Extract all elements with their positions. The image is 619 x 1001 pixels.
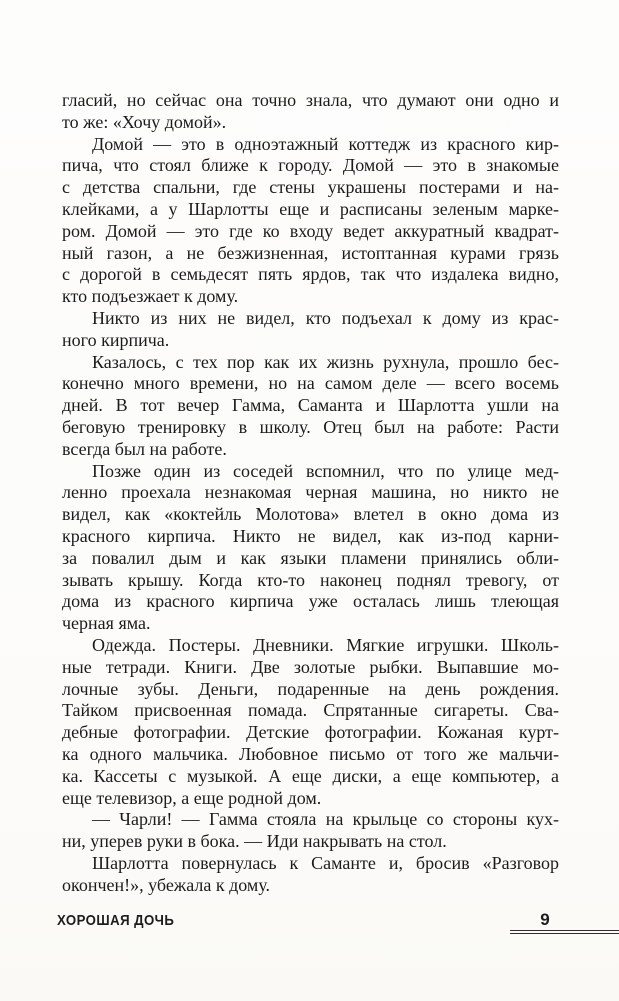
text-line: Позже один из соседей вспомнил, что по улице мед- [92, 460, 559, 481]
text-line: с дорогой в семьдесят пять ярдов, так что издалека видно, [62, 264, 559, 285]
text-line: ни, уперев руки в бока. — Иди накрывать на стол. [62, 831, 447, 852]
text-line: ром. Домой — это где ко входу ведет аккуратный квадрат- [62, 220, 559, 241]
text-line: беговую тренировку в школу. Отец был на работе: Расти [62, 416, 559, 437]
text-line: дебные фотографии. Детские фотографии. Кожаная курт- [62, 722, 559, 743]
text-line: ный газон, а не безжизненная, истоптанная курами грязь [62, 242, 559, 263]
text-line: Казалось, с тех пор как их жизнь рухнула, прошло бес- [92, 351, 559, 372]
text-line: ные тетради. Книги. Две золотые рыбки. Выпавшие мо- [62, 656, 559, 677]
text-line: кто подъезжает к дому. [62, 286, 239, 307]
text-line: лочные зубы. Деньги, подаренные на день рождения. [62, 678, 559, 699]
text-line: Домой — это в одноэтажный коттедж из красного кир- [92, 133, 559, 154]
text-line: пича, что стоял ближе к городу. Домой — это в знакомые [62, 155, 559, 176]
text-line: гласий, но сейчас она точно знала, что думают они одно и [62, 90, 559, 110]
text-line: Никто из них не видел, кто подъехал к дому из крас- [92, 307, 559, 328]
text-block [62, 90, 559, 896]
text-line: еще телевизор, а еще родной дом. [62, 787, 322, 808]
text-line: клейками, а у Шарлотты еще и расписаны зеленым марке- [62, 198, 559, 219]
text-line: Одежда. Постеры. Дневники. Мягкие игрушки. Школь- [92, 634, 559, 655]
text-line: ного кирпича. [62, 329, 170, 350]
running-title: ХОРОШАЯ ДОЧЬ [57, 912, 175, 929]
text-line: Тайком присвоенная помада. Спрятанные сигареты. Сва- [62, 700, 559, 721]
text-line: видел, как «коктейль Молотова» влетел в окно дома из [62, 504, 559, 525]
text-line: конечно много времени, но на самом деле — всего восемь [62, 373, 559, 394]
text-line: Шарлотта повернулась к Саманте и, бросив «Разговор [92, 852, 559, 873]
text-line: ка одного мальчика. Любовное письмо от того же мальчи- [62, 743, 559, 764]
text-line: красного кирпича. Никто не видел, как из-под карни- [62, 525, 559, 546]
text-line: ка. Кассеты с музыкой. А еще диски, а еще компьютер, а [62, 765, 559, 786]
footer-double-rule [510, 930, 619, 934]
text-line: ленно проехала незнакомая черная машина, но никто не [62, 482, 559, 503]
text-line: за повалил дым и как языки пламени принялись обли- [62, 547, 559, 568]
text-line: дома из красного кирпича уже осталась лишь тлеющая [62, 591, 559, 612]
text-line: то же: «Хочу домой». [62, 111, 227, 132]
text-line: зывать крышу. Когда кто-то наконец поднял тревогу, от [62, 569, 559, 590]
text-line: черная яма. [62, 613, 151, 634]
text-line: с детства спальни, где стены украшены постерами и на- [62, 177, 559, 198]
text-line: всегда был на работе. [62, 438, 227, 459]
text-line: окончен!», убежала к дому. [62, 874, 271, 895]
text-line: — Чарли! — Гамма стояла на крыльце со стороны кух- [92, 809, 559, 830]
page-number: 9 [540, 910, 550, 929]
text-line: дней. В тот вечер Гамма, Саманта и Шарлотта ушли на [62, 395, 559, 416]
